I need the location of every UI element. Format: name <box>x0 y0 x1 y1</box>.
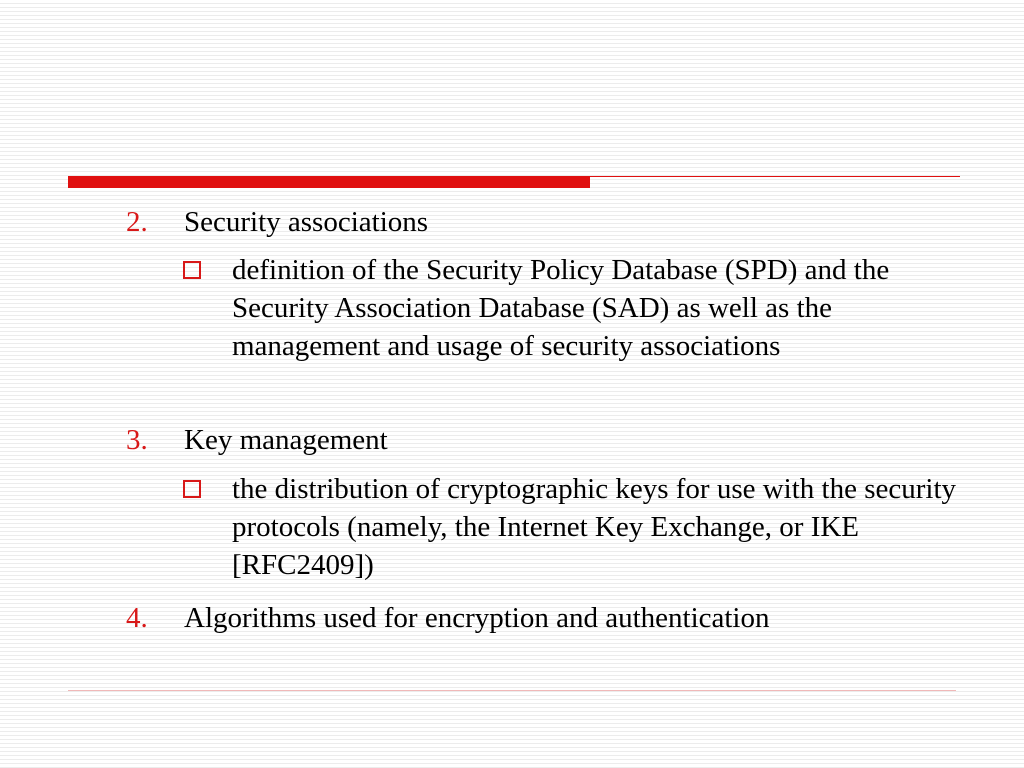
list-item-number: 2. <box>126 206 148 238</box>
footer-divider <box>68 690 956 691</box>
list-item-number: 3. <box>126 424 148 456</box>
hollow-square-bullet-icon <box>183 480 201 498</box>
sub-list-item-text: the distribution of cryptographic keys for use with the security protocols (namely, the Internet Key Exchange, or IKE [RFC2409]) <box>232 473 957 581</box>
list-item-number: 4. <box>126 602 148 634</box>
sub-list-item-text: definition of the Security Policy Database (SPD) and the Security Association Database (SAD) as well as the management and usage of security associations <box>232 254 890 362</box>
list-item-text: Algorithms used for encryption and authentication <box>184 602 770 634</box>
hollow-square-bullet-icon <box>183 261 201 279</box>
list-item-text: Security associations <box>184 206 429 238</box>
list-item-text: Key management <box>184 424 388 456</box>
